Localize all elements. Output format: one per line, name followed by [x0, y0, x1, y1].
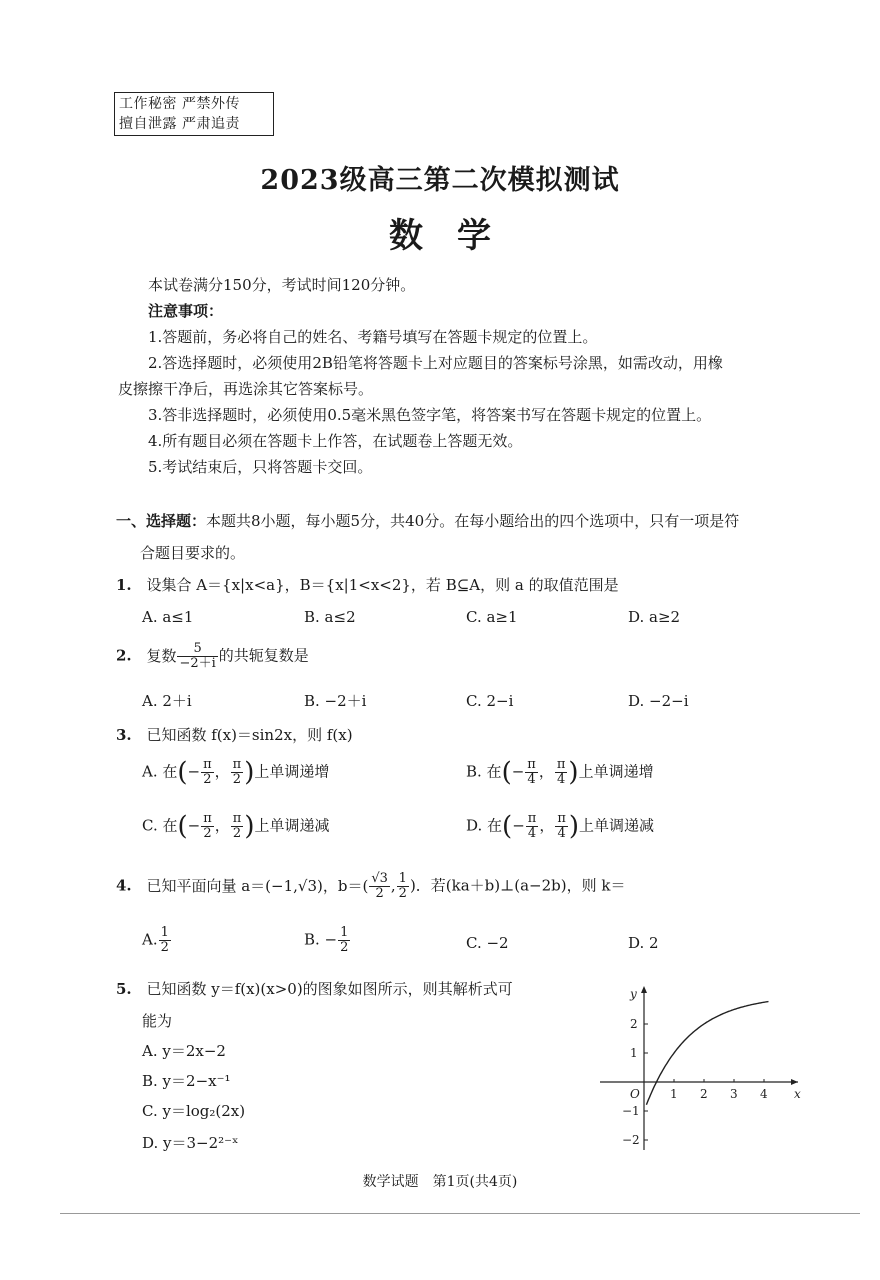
q2-stem-pre: 复数	[146, 646, 177, 665]
q2-fraction	[177, 642, 217, 671]
q4-b-num: 1	[340, 925, 349, 940]
q3-a-frac1-den: 2	[203, 772, 212, 787]
q2-frac-den: −2＋i	[179, 656, 216, 671]
graph-y-tick-label-1: 1	[630, 1046, 638, 1060]
graph-y-tick-label-2: 2	[630, 1017, 638, 1031]
graph-x-tick-label-1: 1	[670, 1087, 678, 1101]
confidential-stamp	[114, 92, 274, 136]
stamp-line-2: 擅自泄露 严肃追责	[119, 116, 240, 132]
q3-option-d: D. 在(− $\frac{\pi}{4}$ ， $\frac{\pi}{4}$ )上单调递减	[466, 811, 655, 842]
note-4: 4.所有题目必须在答题卡上作答，在试题卷上答题无效。	[148, 432, 523, 450]
q3-stem: 已知函数 f(x)＝sin2x，则 f(x)	[146, 726, 353, 744]
section1-head-bold: 一、选择题：	[116, 512, 207, 530]
q3-c-comma: ，	[214, 816, 230, 835]
note-1: 1.答题前，务必将自己的姓名、考籍号填写在答题卡规定的位置上。	[148, 328, 598, 346]
q3-c-frac1-den: 2	[203, 826, 212, 841]
q4-frac1	[369, 872, 390, 901]
q4-frac1-den: 2	[375, 886, 384, 901]
q5-number: 5.	[116, 980, 132, 998]
q2-option-a: A. 2＋i	[142, 692, 192, 710]
q5-option-b: B. y＝2−x⁻¹	[142, 1072, 231, 1090]
question-3	[116, 724, 353, 746]
q3-d-frac2-den: 4	[557, 826, 566, 841]
q4-frac2-num: 1	[398, 871, 407, 886]
q3-a-frac2-num: π	[232, 757, 242, 772]
q4-a-prefix: A.	[142, 930, 158, 949]
q3-b-frac1-num: π	[527, 757, 536, 772]
q5-stem2: 能为	[142, 1012, 173, 1030]
exam-title: 2023级高三第二次模拟测试	[260, 165, 620, 196]
q2-option-c: C. 2−i	[466, 692, 514, 710]
q4-stem-b: )．若(ka＋b)⊥(a−2b)，则 k＝	[409, 876, 626, 895]
q4-a-num: 1	[160, 925, 169, 940]
q3-b-minus: −	[511, 762, 525, 781]
graph-origin-label: O	[630, 1087, 640, 1101]
question-2	[116, 642, 309, 671]
q2-stem-post: 的共轭复数是	[218, 646, 309, 665]
q1-option-c: C. a≥1	[466, 608, 518, 626]
q3-b-prefix: B. 在	[466, 762, 502, 781]
question-5	[116, 978, 513, 1000]
q4-option-b	[304, 926, 351, 955]
graph-y-tick-label-neg2: −2	[622, 1133, 640, 1147]
q3-d-frac2-num: π	[557, 811, 566, 826]
q4-a-den: 2	[160, 940, 169, 955]
q5-stem1: 已知函数 y＝f(x)(x>0)的图象如图所示，则其解析式可	[146, 980, 513, 998]
q3-c-minus: −	[187, 816, 201, 835]
graph-y-arrow-icon	[641, 986, 647, 993]
section1-head-rest: 本题共8小题，每小题5分，共40分。在每小题给出的四个选项中，只有一项是符	[206, 512, 740, 530]
q3-option-b: B. 在(− $\frac{\pi}{4}$ ， $\frac{\pi}{4}$ )上单调递增	[466, 757, 654, 788]
q3-a-frac2-den: 2	[232, 772, 242, 787]
intro-line: 本试卷满分150分，考试时间120分钟。	[148, 276, 416, 294]
q4-frac1-num: √3	[371, 871, 388, 886]
graph-y-label: y	[630, 987, 637, 1001]
q3-a-comma: ，	[214, 762, 230, 781]
q4-frac2-den: 2	[398, 886, 407, 901]
q3-c-frac2-num: π	[232, 811, 242, 826]
graph-x-tick-label-2: 2	[700, 1087, 708, 1101]
q3-option-c: C. 在(− $\frac{\pi}{2}$ ， $\frac{\pi}{2}$ )上单调递减	[142, 811, 330, 842]
notes-title: 注意事项：	[148, 302, 224, 320]
q3-d-suffix: 上单调递减	[579, 816, 655, 835]
page-footer: 数学试题 第1页(共4页)	[362, 1174, 518, 1190]
q3-c-frac2-den: 2	[232, 826, 242, 841]
graph-x-tick-label-3: 3	[730, 1087, 738, 1101]
page-bottom-divider	[60, 1213, 860, 1214]
q4-option-d: D. 2	[628, 934, 659, 952]
q3-number: 3.	[116, 726, 132, 744]
q3-a-minus: −	[187, 762, 201, 781]
q3-option-a: A. 在(− $\frac{\pi}{2}$ ， $\frac{\pi}{2}$ )上单调递增	[142, 757, 330, 788]
section1-heading-line2: 合题目要求的。	[140, 544, 246, 562]
q4-b-den: 2	[340, 940, 349, 955]
q3-b-frac2-num: π	[556, 757, 566, 772]
q3-a-suffix: 上单调递增	[254, 762, 330, 781]
q3-b-suffix: 上单调递增	[578, 762, 654, 781]
q3-d-minus: −	[512, 816, 525, 835]
q5-option-a: A. y＝2x−2	[142, 1042, 226, 1060]
q3-d-frac1-den: 4	[527, 826, 537, 841]
q3-b-comma: ，	[538, 762, 554, 781]
q4-number: 4.	[116, 876, 132, 895]
graph-x-label: x	[794, 1087, 801, 1101]
question-4: 4. 已知平面向量 a＝(−1,√3)，b＝( $\frac{√3}{2}$ , $\frac{1}{2}$ )．若(ka＋b)⊥(a−2b)，则 k＝	[116, 871, 626, 901]
q4-frac2	[397, 872, 409, 901]
note-2a: 2.答选择题时，必须使用2B铅笔将答题卡上对应题目的答案标号涂黑，如需改动，用橡	[148, 354, 723, 372]
q5-option-c: C. y＝log₂(2x)	[142, 1102, 246, 1120]
q2-number: 2.	[116, 646, 132, 665]
q2-option-d: D. −2−i	[628, 692, 689, 710]
q1-stem: 设集合 A＝{x|x<a}，B＝{x|1<x<2}，若 B⊆A，则 a 的取值范围是	[146, 576, 619, 594]
q4-stem-a: 已知平面向量 a＝(−1,√3)，b＝(	[146, 876, 369, 895]
q3-b-frac1-den: 4	[527, 772, 536, 787]
q3-d-frac1-num: π	[527, 811, 537, 826]
q3-d-prefix: D. 在	[466, 816, 503, 835]
note-3: 3.答非选择题时，必须使用0.5毫米黑色签字笔，将答案书写在答题卡规定的位置上。	[148, 406, 712, 424]
q5-function-graph	[596, 982, 806, 1154]
question-1	[116, 574, 619, 596]
q3-c-suffix: 上单调递减	[254, 816, 330, 835]
q3-a-frac1-num: π	[203, 757, 212, 772]
q5-option-d: D. y＝3−2²⁻ˣ	[142, 1134, 239, 1152]
note-5: 5.考试结束后，只将答题卡交回。	[148, 458, 373, 476]
q4-option-a	[142, 926, 172, 955]
q1-option-d: D. a≥2	[628, 608, 681, 626]
q3-c-frac1-num: π	[203, 811, 212, 826]
q4-b-prefix: B. −	[304, 930, 338, 949]
q1-option-a: A. a≤1	[142, 608, 194, 626]
q3-b-frac2-den: 4	[556, 772, 566, 787]
q4-option-c: C. −2	[466, 934, 509, 952]
subject-title: 数学	[389, 216, 525, 256]
q1-number: 1.	[116, 576, 132, 594]
graph-y-tick-label-neg1: −1	[622, 1104, 640, 1118]
note-2b: 皮擦擦干净后，再选涂其它答案标号。	[118, 380, 374, 398]
section1-heading	[116, 510, 739, 532]
q3-a-prefix: A. 在	[142, 762, 178, 781]
q2-option-b: B. −2＋i	[304, 692, 367, 710]
q3-d-comma: ，	[539, 816, 555, 835]
stamp-line-1: 工作秘密 严禁外传	[119, 96, 240, 112]
graph-x-tick-label-4: 4	[760, 1087, 768, 1101]
graph-x-arrow-icon	[791, 1079, 798, 1085]
q1-option-b: B. a≤2	[304, 608, 356, 626]
q3-c-prefix: C. 在	[142, 816, 178, 835]
q2-frac-num: 5	[177, 642, 217, 657]
